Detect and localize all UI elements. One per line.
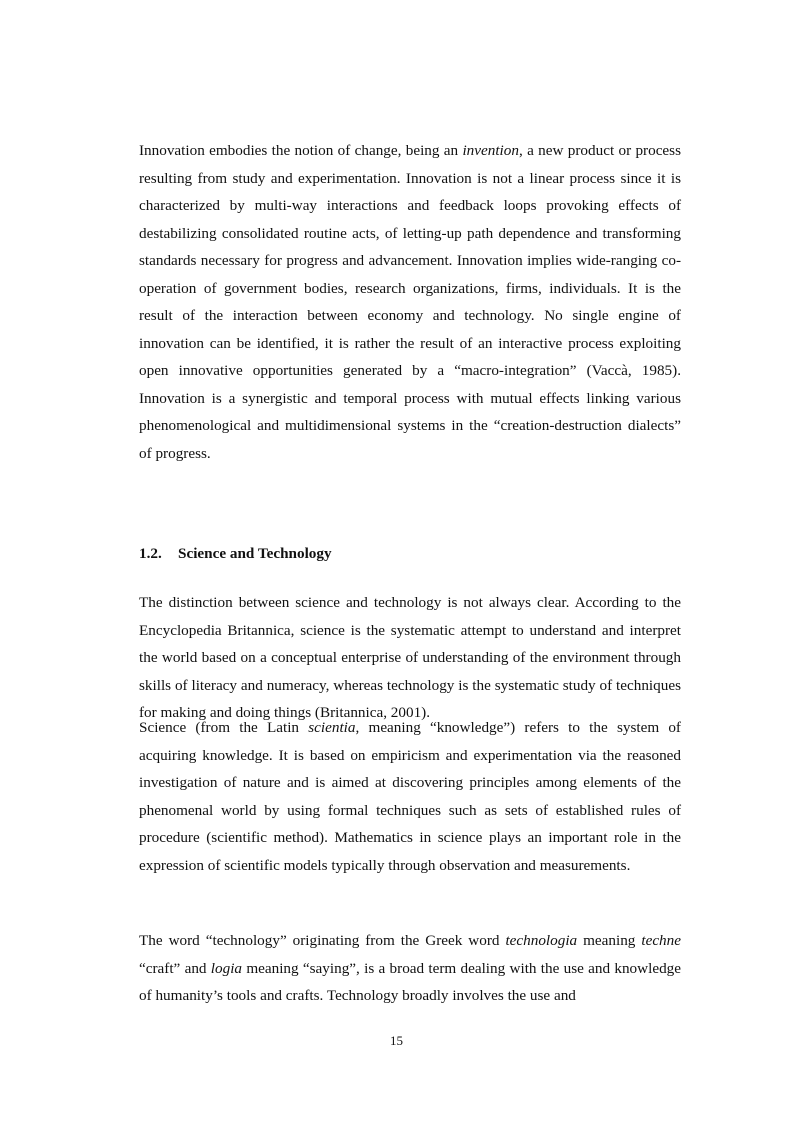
page-number: 15 bbox=[390, 1033, 403, 1048]
term-logia: logia bbox=[210, 959, 243, 977]
paragraph-technology-text-2: meaning bbox=[577, 932, 642, 949]
section-heading bbox=[139, 540, 332, 568]
paragraph-science-text-2: , meaning “knowledge”) refers to the system of acquiring knowledge. It is based on empiricism and experimentation via the reasoned investigation of nature and is aimed at discovering principles among elements of the phenomenal world by using formal techniques such as sets of established rules of procedure (scientific method). Mathematics in science plays an important role in the expression of scientific models typically through observation and measurements. bbox=[139, 719, 681, 874]
term-invention: invention bbox=[462, 142, 519, 159]
paragraph-innovation-text-1: Innovation embodies the notion of change, being an bbox=[139, 142, 463, 159]
paragraph-innovation-text-2: , a new product or process resulting from study and experimentation. Innovation is not a linear process since it is characterized by multi-way interactions and feedback loops provoking effects of destabilizing consolidated routine acts, of letting-up path dependence and transforming standards necessary for progress and advancement. Innovation implies wide-ranging co-operation of government bodies, research organizations, firms, individuals. It is the result of the interaction between economy and technology. No single engine of innovation can be identified, it is rather the result of an interactive process exploiting open innovative opportunities generated by a “macro-integration” (Vaccà, 1985). Innovation is a synergistic and temporal process with mutual effects linking various phenomenological and multidimensional systems in the “creation-destruction dialects” of progress. bbox=[139, 142, 681, 462]
section-number: 1.2. bbox=[139, 545, 162, 562]
term-technologia: technologia bbox=[505, 932, 578, 949]
paragraph-science-text-1: Science (from the Latin bbox=[139, 719, 309, 736]
paragraph-technology-text-4: meaning “saying”, is a broad term dealing with the use and knowledge of humanity’s tools and crafts. Technology broadly involves the use and bbox=[139, 959, 681, 1004]
paragraph-technology bbox=[139, 927, 689, 1010]
section-title: Science and Technology bbox=[178, 545, 332, 562]
page-body bbox=[139, 137, 689, 1004]
term-scientia: scientia bbox=[308, 719, 356, 736]
paragraph-technology-text-3: “craft” and bbox=[139, 932, 689, 977]
paragraph-innovation bbox=[139, 137, 681, 467]
paragraph-distinction: The distinction between science and technology is not always clear. According to the Encyclopedia Britannica, science is the systematic attempt to understand and interpret the world based on a conceptual enterprise of understanding of the environment through skills of literacy and numeracy, whereas technology is the systematic study of techniques for making and doing things (Britannica, 2001). bbox=[139, 594, 681, 721]
term-techne: techne bbox=[641, 932, 681, 949]
paragraph-science bbox=[139, 714, 681, 879]
paragraph-technology-text-1: The word “technology” originating from the Greek word bbox=[139, 932, 506, 949]
